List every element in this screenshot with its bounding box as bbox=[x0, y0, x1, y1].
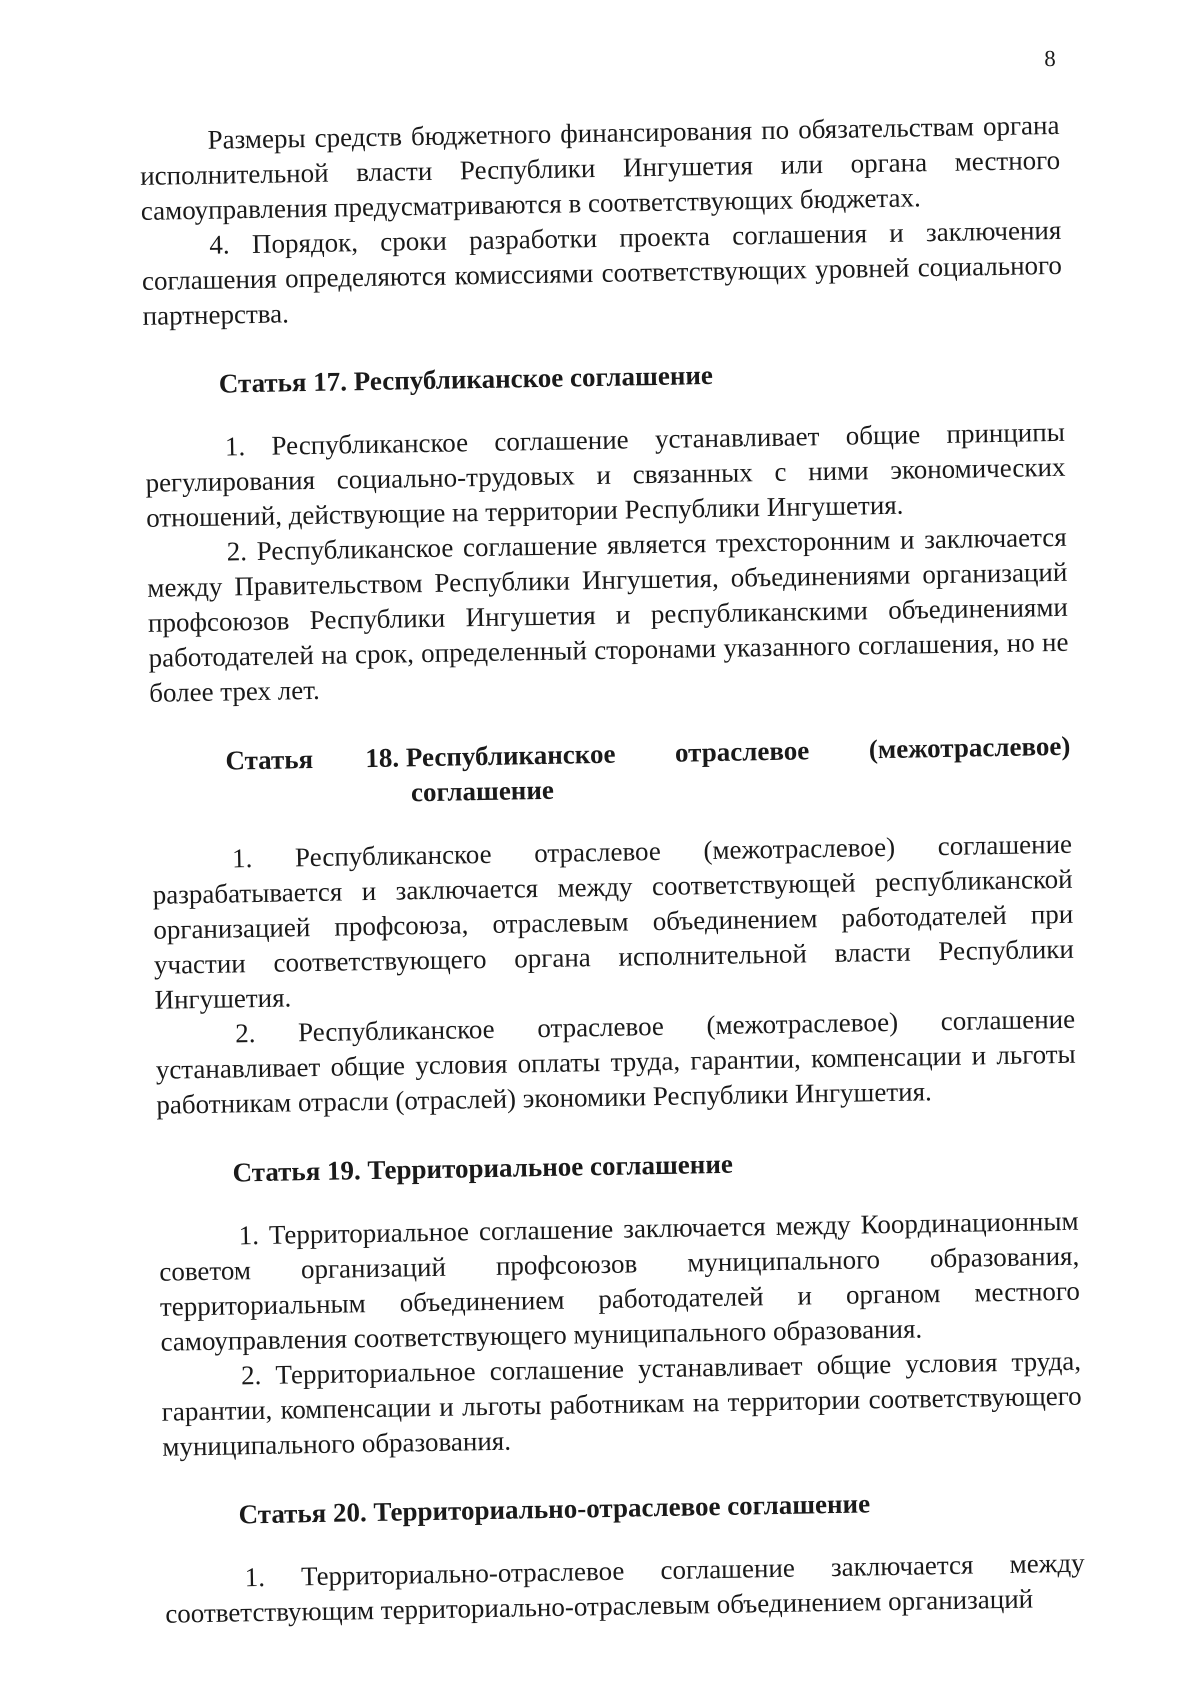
paragraph-budget-funding: Размеры средств бюджетного финансирования по обязательствам органа исполнительной власти Республики Ингушетия или органа местного самоуправления предусматриваются в соответствующих бюджетах. bbox=[139, 109, 1061, 226]
article-19-item-2: 2. Территориальное соглашение устанавливает общие условия труда, гарантии, компенсации и льготы работникам на территории соответствующего муниципального образования. bbox=[161, 1345, 1082, 1462]
article-18-title bbox=[150, 729, 1071, 815]
article-20-item-1: 1. Территориально-отраслевое соглашение заключается между соответствующим территориально-отраслевым объединением организаций bbox=[165, 1547, 1085, 1629]
paragraph-agreement-procedure: 4. Порядок, сроки разработки проекта соглашения и заключения соглашения определяются комиссиями соответствующих уровней социального партнерства. bbox=[141, 214, 1063, 331]
document-body bbox=[139, 108, 1085, 1632]
page-number: 8 bbox=[1044, 45, 1056, 72]
article-17-item-1: 1. Республиканское соглашение устанавливает общие принципы регулирования социально-трудовых и связанных с ними экономических отношений, действующие на территории Республики Ингушетия. bbox=[145, 416, 1066, 533]
article-17-item-2: 2. Республиканское соглашение является трехсторонним и заключается между Правительством Республики Ингушетия, объединениями организаций профсоюзов Республики Ингушетия и республиканскими объединениями работодателей на срок, определенный сторонами указанного соглашения, но не более трех лет. bbox=[147, 521, 1069, 708]
article-17-title: Статья 17. Республиканское соглашение bbox=[218, 359, 714, 399]
article-18-item-2: 2. Республиканское отраслевое (межотраслевое) соглашение устанавливает общие условия оплаты труда, гарантии, компенсации и льготы работникам отрасли (отраслей) экономики Республики Ингушетия. bbox=[155, 1003, 1076, 1120]
article-19-item-1: 1. Территориальное соглашение заключается между Координационным советом организаций профсоюзов муниципального образования, территориальным объединением работодателей и органом местного самоуправления соответствующего муниципального образования. bbox=[159, 1205, 1081, 1357]
article-18-title-word-1: 18. Республиканское bbox=[365, 738, 616, 774]
article-18-title-label: Статья bbox=[225, 743, 314, 776]
article-18-title-line-2: соглашение bbox=[410, 774, 555, 808]
article-18-title-word-3: (межотраслевое) bbox=[868, 730, 1071, 765]
article-18-item-1: 1. Республиканское отраслевое (межотраслевое) соглашение разрабатывается и заключается между соответствующей республиканской организацией профсоюза, отраслевым объединением работодателей при участии соответствующего органа исполнительной власти Республики Ингушетия. bbox=[152, 828, 1075, 1015]
article-20-title: Статья 20. Территориально-отраслевое соглашение bbox=[238, 1488, 871, 1530]
article-19-title: Статья 19. Территориальное соглашение bbox=[232, 1148, 734, 1188]
article-18-title-word-2: отраслевое bbox=[674, 735, 810, 768]
